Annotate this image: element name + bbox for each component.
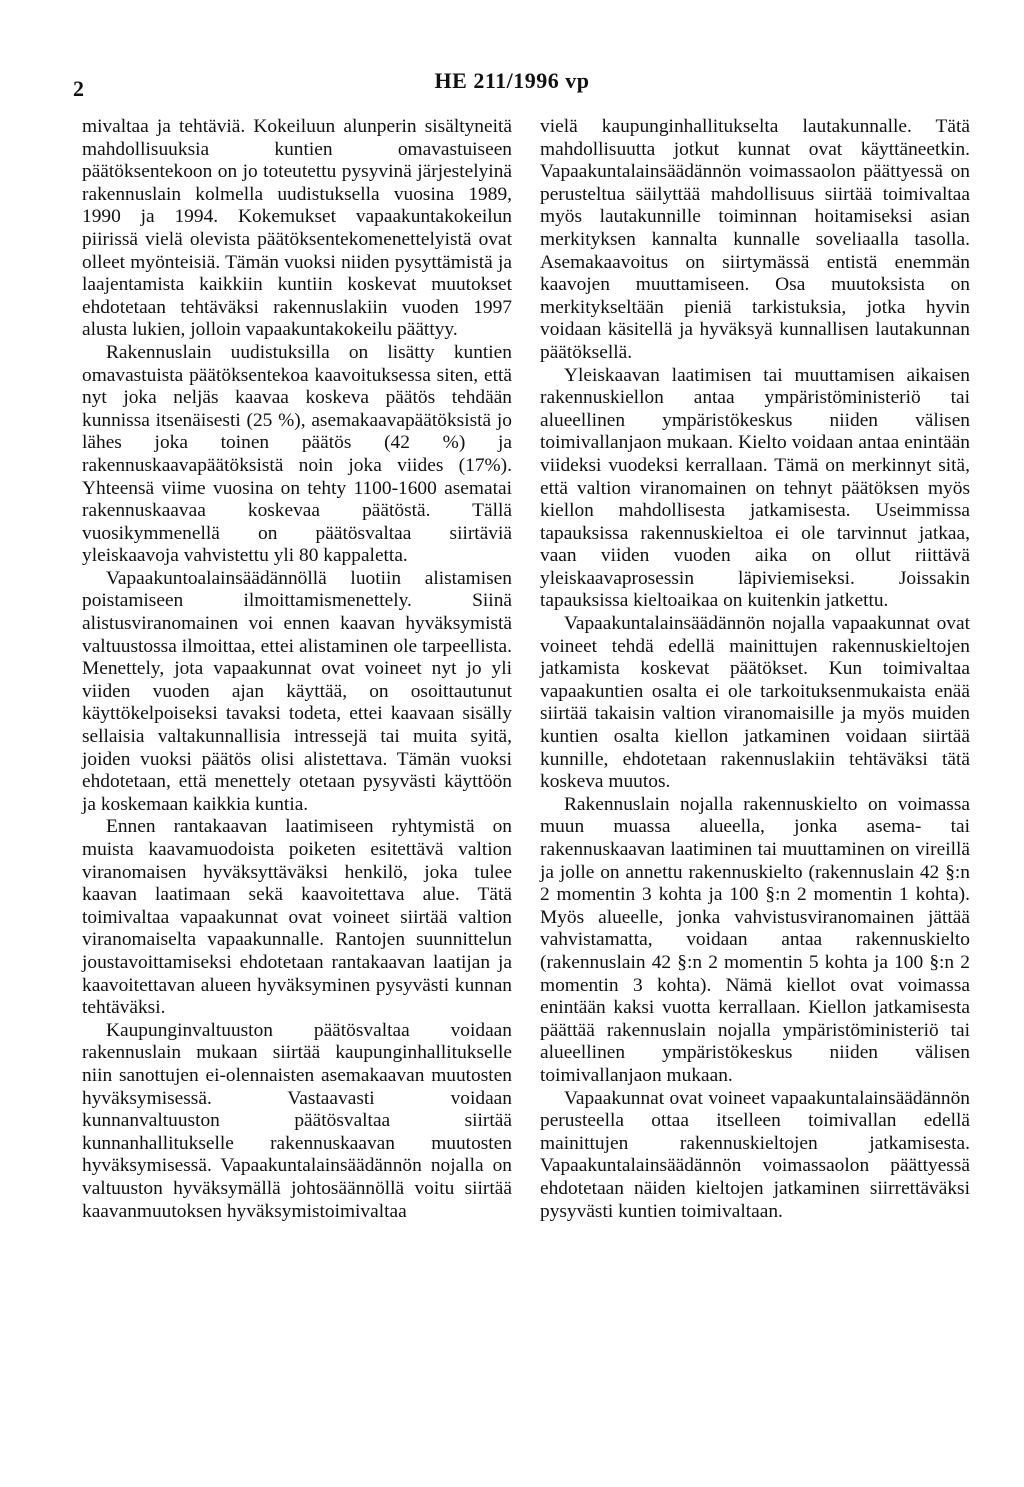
running-head: HE 211/1996 vp — [434, 68, 590, 93]
paragraph: Rakennuslain nojalla rakennuskielto on voimassa muun muassa alueella, jonka asema- tai rakennuskaavan laatiminen tai muuttaminen on vireillä ja jolle on annettu rakennuskielto (rakennuslain 42 §:n 2 momentin 3 kohta ja 100 §:n 2 momentin 1 kohta). Myös alueelle, jonka vahvistusviranomainen jättää vahvistamatta, voidaan antaa rakennuskielto (rakennuslain 42 §:n 2 momentin 5 kohta ja 100 §:n 2 momentin 3 kohta). Nämä kiellot ovat voimassa enintään kaksi vuotta kerrallaan. Kiellon jatkamisesta päättää rakennuslain nojalla ympäristöministeriö tai alueellinen ympäristökeskus niiden välisen toimivallanjaon mukaan. — [540, 793, 970, 1086]
left-text-column — [82, 116, 512, 1223]
paragraph: Kaupunginvaltuuston päätösvaltaa voidaan rakennuslain mukaan siirtää kaupunginhallitukselle niin sanottujen ei-olennaisten asemakaavan muutosten hyväksymisessä. Vastaavasti voidaan kunnanvaltuuston päätösvaltaa siirtää kunnanhallitukselle rakennuskaavan muutosten hyväksymisessä. Vapaakuntalainsäädännön nojalla on valtuuston hyväksymällä johtosäännöllä voitu siirtää kaavanmuutoksen hyväksymistoimivaltaa — [82, 1019, 512, 1222]
paragraph: Vapaakuntoalainsäädännöllä luotiin alistamisen poistamiseen ilmoittamismenettely. Siinä alistusviranomainen voi ennen kaavan hyväksymistä valtuustossa ilmoittaa, ettei alistaminen ole tarpeellista. Menettely, jota vapaakunnat ovat voineet nyt jo yli viiden vuoden ajan käyttää, on osoittautunut käyttökelpoiseksi tavaksi todeta, ettei kaavaan sisälly sellaisia valtakunnallisia intressejä tai muita syitä, joiden vuoksi päätös olisi alistettava. Tämän vuoksi ehdotetaan, että menettely otetaan pysyvästi käyttöön ja koskemaan kaikkia kuntia. — [82, 567, 512, 815]
paragraph: vielä kaupunginhallitukselta lautakunnalle. Tätä mahdollisuutta jotkut kunnat ovat käyttäneetkin. Vapaakuntalainsäädännön voimassaolon päättyessä on perusteltua säilyttää mahdollisuus siirtää toimivaltaa myös lautakunnille toiminnan hoitamiseksi asian merkityksen kannalta kunnalle soveliaalla tasolla. Asemakaavoitus on siirtymässä entistä enemmän kaavojen muuttamiseen. Osa muutoksista on merkitykseltään pieniä tarkistuksia, jotka hyvin voidaan käsitellä ja hyväksyä kunnallisen lautakunnan päätöksellä. — [540, 116, 970, 363]
right-text-column — [540, 116, 970, 1223]
page-number: 2 — [73, 76, 84, 101]
paragraph: Vapaakuntalainsäädännön nojalla vapaakunnat ovat voineet tehdä edellä mainittujen rakennuskieltojen jatkamista koskevat päätökset. Kun toimivaltaa vapaakuntien osalta ei ole tarkoituksenmukaista enää siirtää takaisin valtion viranomaisille ja myös muiden kuntien osalta kiellon jatkaminen voidaan siirtää kunnille, ehdotetaan rakennuslakiin tehtäväksi tätä koskeva muutos. — [540, 613, 970, 793]
paragraph: Ennen rantakaavan laatimiseen ryhtymistä on muista kaavamuodoista poiketen esitettävä valtion viranomaisen hyväksyttäväksi henkilö, joka tulee kaavan laatimaan sekä kaavoitettava alue. Tätä toimivaltaa vapaakunnat ovat voineet siirtää valtion viranomaiselta vapaakunnalle. Rantojen suunnittelun joustavoittamiseksi ehdotetaan rantakaavan laatijan ja kaavoitettavan alueen hyväksyminen pysyvästi kunnan tehtäväksi. — [82, 816, 512, 1019]
paragraph: mivaltaa ja tehtäviä. Kokeiluun alunperin sisältyneitä mahdollisuuksia kuntien omavastuiseen päätöksentekoon on jo toteutettu pysyvinä järjestelyinä rakennuslain kolmella uudistuksella vuosina 1989, 1990 ja 1994. Kokemukset vapaakuntakokeilun piirissä vielä olevista päätöksentekomenettelyistä ovat olleet myönteisiä. Tämän vuoksi niiden pysyttämistä ja laajentamista kaikkiin kuntiin koskevat muutokset ehdotetaan tehtäväksi rakennuslakiin vuoden 1997 alusta lukien, jolloin vapaakuntakokeilu päättyy. — [82, 116, 512, 341]
paragraph: Rakennuslain uudistuksilla on lisätty kuntien omavastuista päätöksentekoa kaavoituksessa siten, että nyt joka neljäs kaavaa koskeva päätös tehdään kunnissa itsenäisesti (25 %), asemakaavapäätöksistä jo lähes joka toinen päätös (42 %) ja rakennuskaavapäätöksistä noin joka viides (17%). Yhteensä viime vuosina on tehty 1100-1600 asematai rakennuskaavaa koskevaa päätöstä. Tällä vuosikymmenellä on päätösvaltaa siirtäviä yleiskaavoja vahvistettu yli 80 kappaletta. — [82, 341, 512, 567]
paragraph: Yleiskaavan laatimisen tai muuttamisen aikaisen rakennuskiellon antaa ympäristöministeriö tai alueellinen ympäristökeskus niiden välisen toimivallanjaon mukaan. Kielto voidaan antaa enintään viideksi vuodeksi kerrallaan. Tämä on merkinnyt sitä, että valtion viranomainen on tehnyt päätöksen myös kiellon mahdollisesta jatkamisesta. Useimmissa tapauksissa rakennuskieltoa ei ole tarvinnut jatkaa, vaan viiden vuoden aika on ollut riittävä yleiskaavaprosessin läpiviemiseksi. Joissakin tapauksissa kieltoaikaa on kuitenkin jatkettu. — [540, 364, 970, 612]
paragraph: Vapaakunnat ovat voineet vapaakuntalainsäädännön perusteella ottaa itselleen toimivallan edellä mainittujen rakennuskieltojen jatkamisesta. Vapaakuntalainsäädännön voimassaolon päättyessä ehdotetaan näiden kieltojen jatkaminen siirrettäväksi pysyvästi kuntien toimivaltaan. — [540, 1087, 970, 1222]
